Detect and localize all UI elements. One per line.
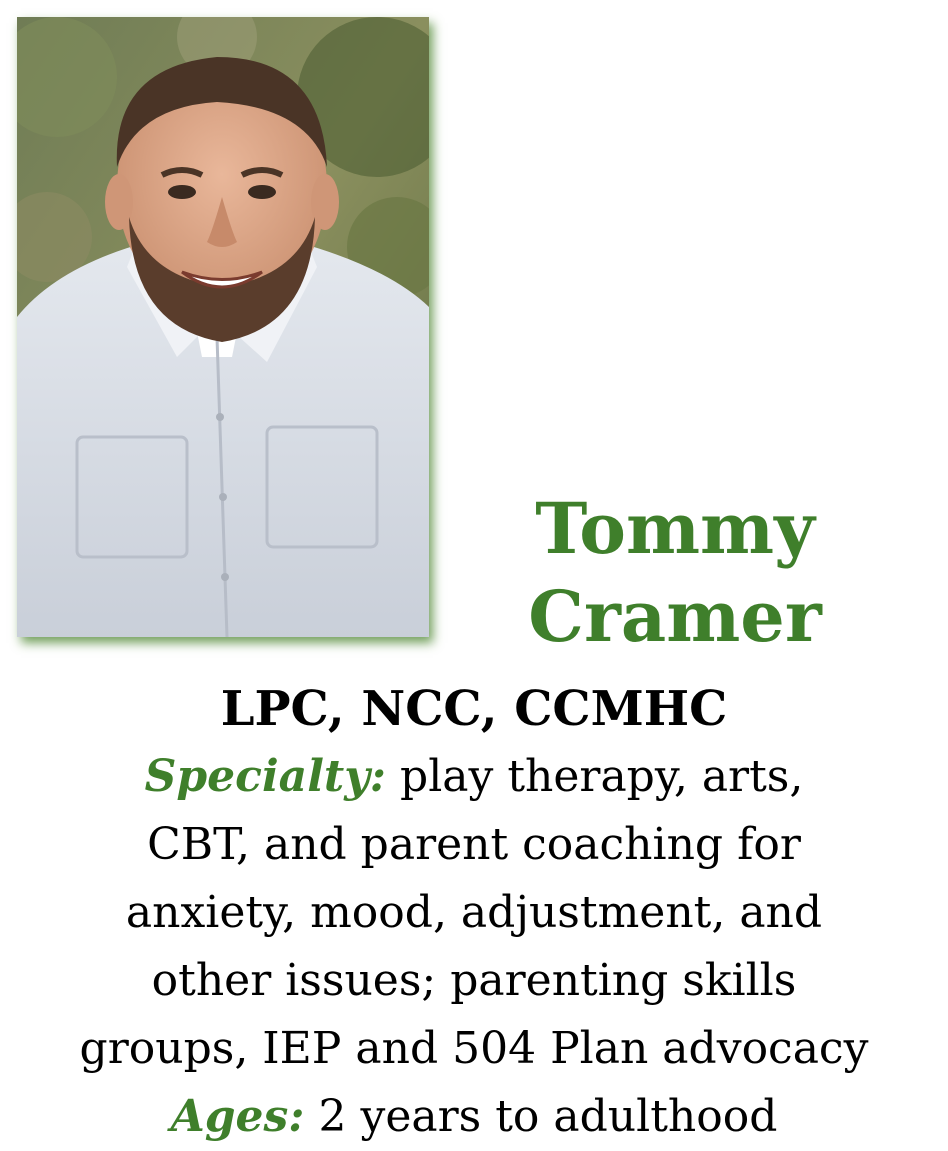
specialty-line-3: anxiety, mood, adjustment, and (125, 887, 823, 938)
ages-label: Ages: (170, 1091, 305, 1142)
specialty-line-4: other issues; parenting skills (151, 955, 797, 1006)
portrait-photo-icon (17, 17, 429, 637)
therapist-name (505, 485, 845, 661)
therapist-info (0, 675, 948, 1151)
specialty-text-1: play therapy, arts, (386, 751, 804, 802)
specialty-line-2: CBT, and parent coaching for (147, 819, 801, 870)
ages-line (0, 1083, 948, 1151)
ages-value: 2 years to adulthood (304, 1091, 778, 1142)
specialty-line-5: groups, IEP and 504 Plan advocacy (79, 1023, 869, 1074)
credentials: LPC, NCC, CCMHC (220, 681, 728, 737)
first-name: Tommy (535, 487, 815, 570)
profile-photo (17, 17, 429, 637)
specialty-label: Specialty: (144, 751, 387, 802)
specialty-line-1 (0, 743, 948, 811)
last-name: Cramer (528, 575, 822, 658)
